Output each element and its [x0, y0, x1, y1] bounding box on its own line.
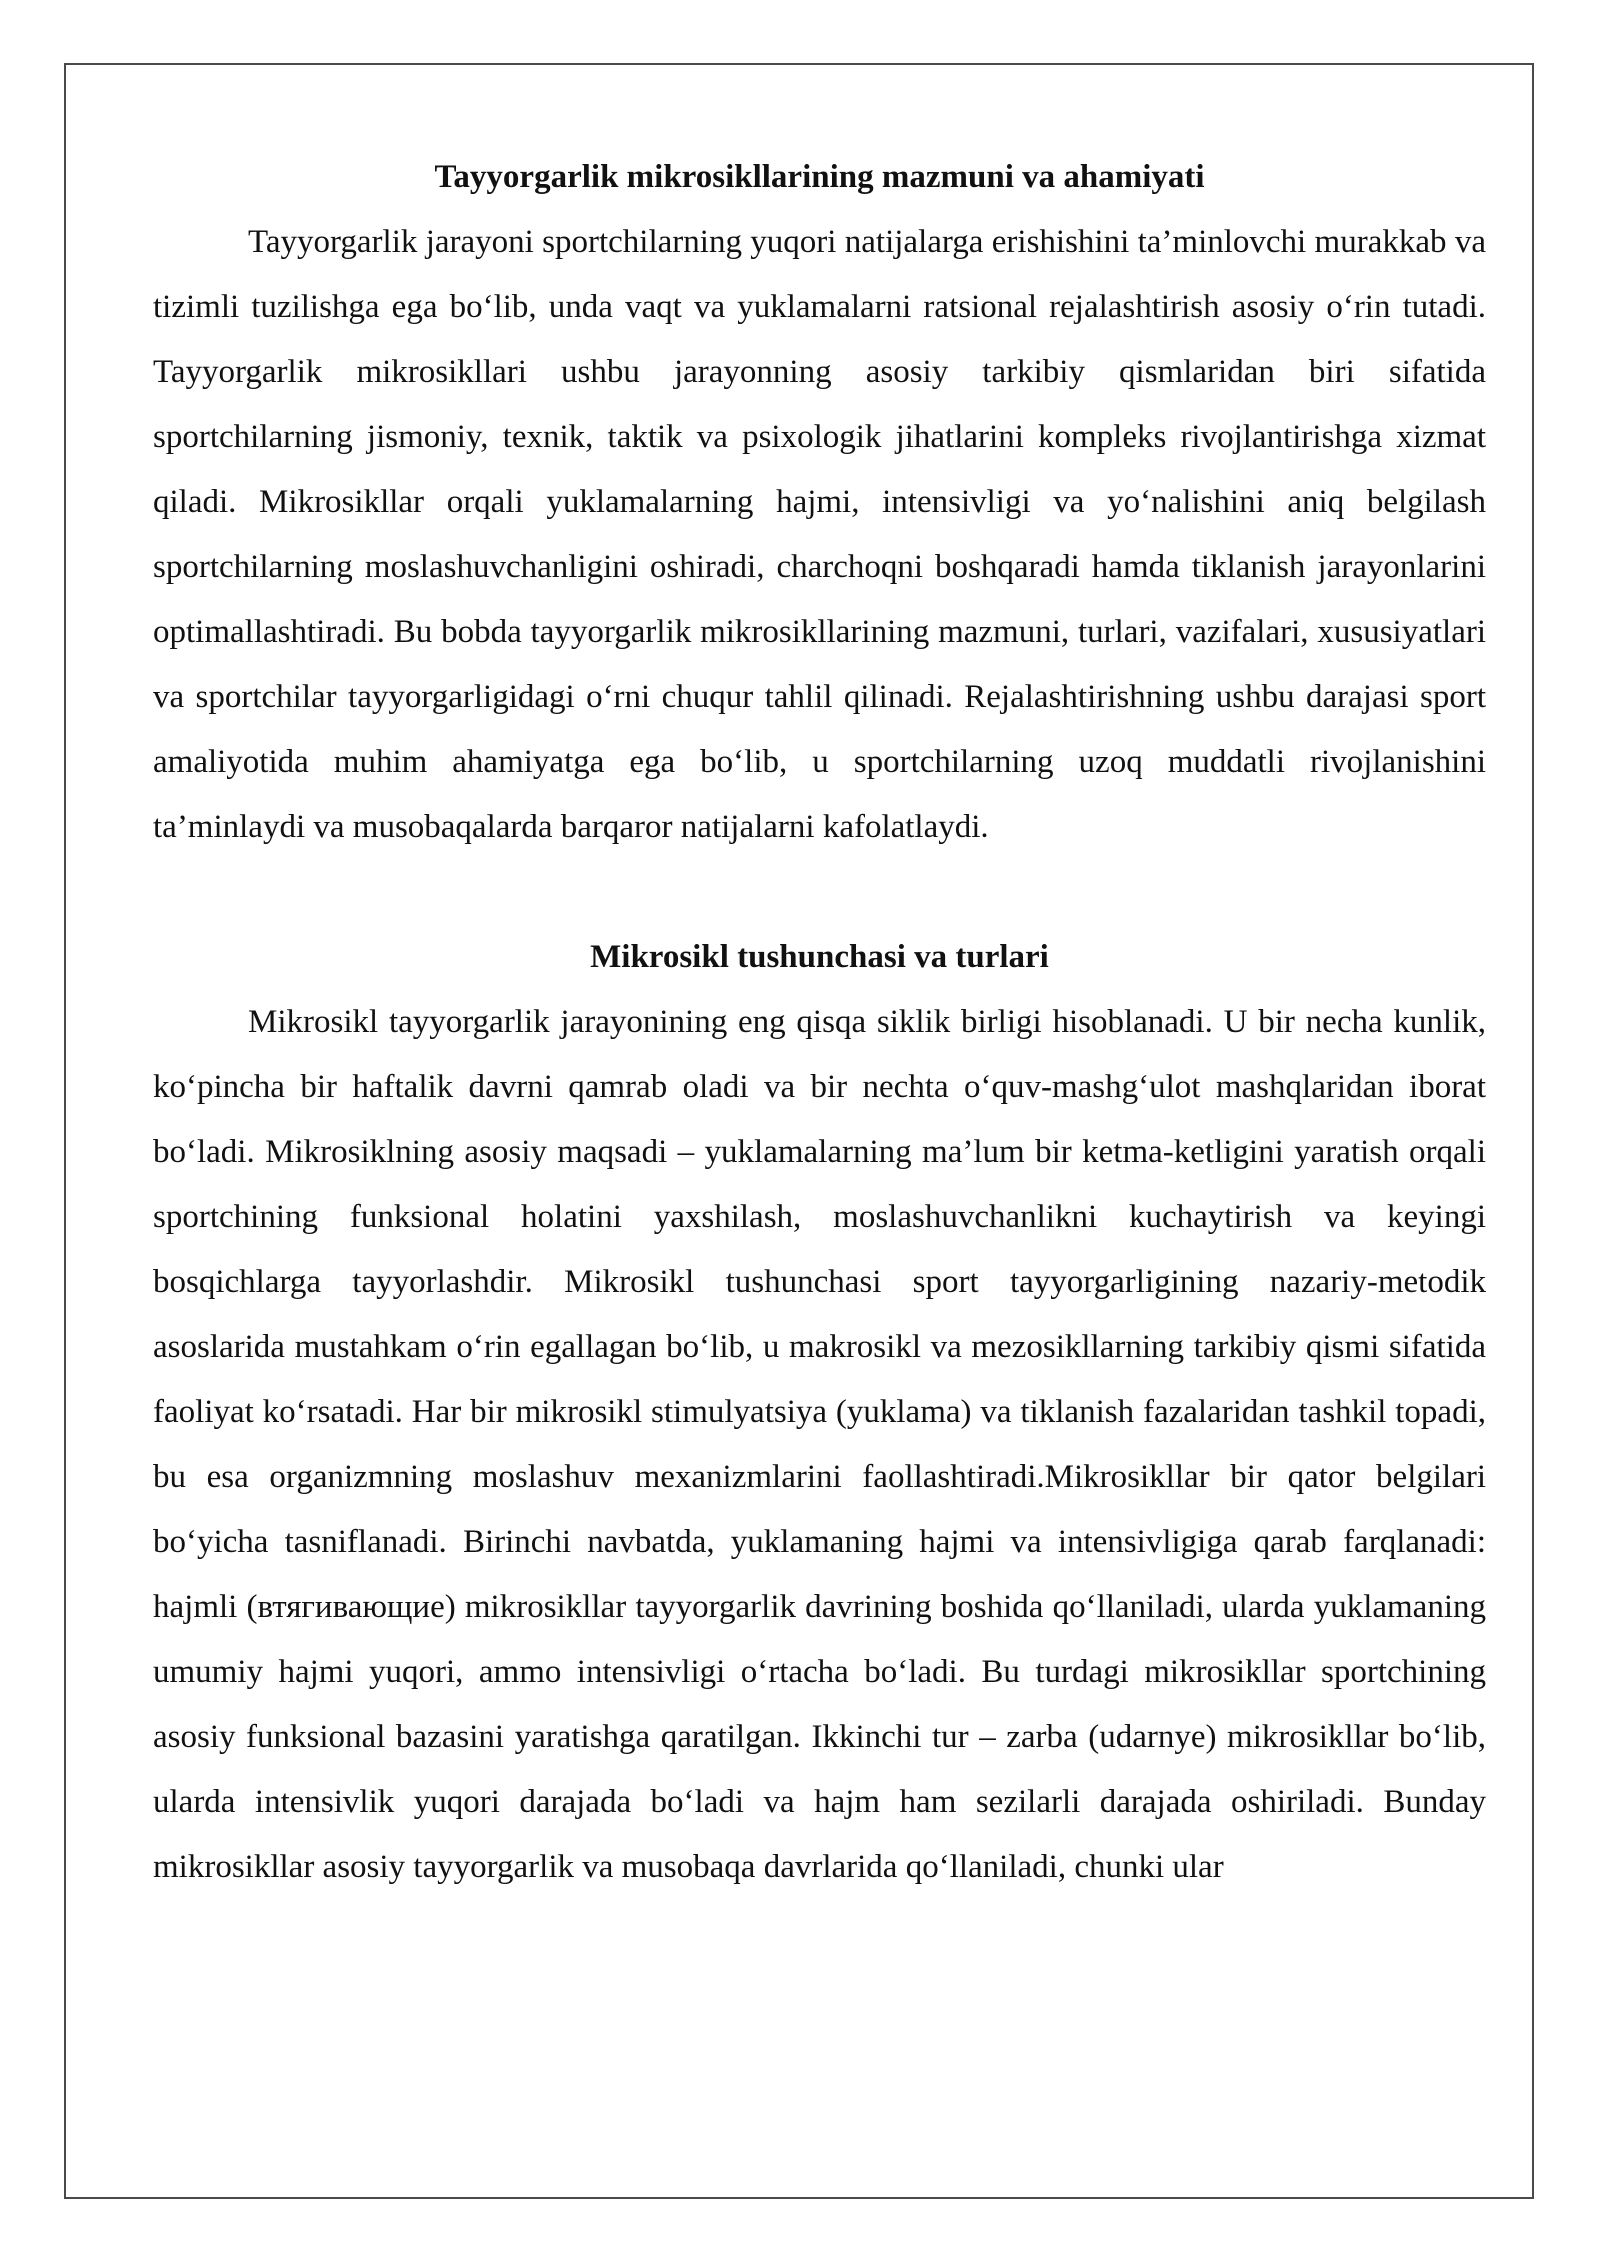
- section-paragraph-microcycle-concept: Mikrosikl tayyorgarlik jarayonining eng qisqa siklik birligi hisoblanadi. U bir necha kunlik, ko‘pincha bir haftalik davrni qamrab oladi va bir nechta o‘quv-mashg‘ulot mashqlaridan iborat bo‘ladi. Mikrosiklning asosiy maqsadi – yuklamalarning ma’lum bir ketma-ketligini yaratish orqali sportchining funksional holatini yaxshilash, moslashuvchanlikni kuchaytirish va keyingi bosqichlarga tayyorlashdir. Mikrosikl tushunchasi sport tayyorgarligining nazariy-metodik asoslarida mustahkam o‘rin egallagan bo‘lib, u makrosikl va mezosikllarning tarkibiy qismi sifatida faoliyat ko‘rsatadi. Har bir mikrosikl stimulyatsiya (yuklama) va tiklanish fazalaridan tashkil topadi, bu esa organizmning moslashuv mexanizmlarini faollashtiradi.Mikrosikllar bir qator belgilari bo‘yicha tasniflanadi. Birinchi navbatda, yuklamaning hajmi va intensivligiga qarab farqlanadi: hajmli (втягивающие) mikrosikllar tayyorgarlik davrining boshida qo‘llaniladi, ularda yuklamaning umumiy hajmi yuqori, ammo intensivligi o‘rtacha bo‘ladi. Bu turdagi mikrosikllar sportchining asosiy funksional bazasini yaratishga qaratilgan. Ikkinchi tur – zarba (udarnye) mikrosikllar bo‘lib, ularda intensivlik yuqori darajada bo‘ladi va hajm ham sezilarli darajada oshiriladi. Bunday mikrosikllar asosiy tayyorgarlik va musobaqa davrlarida qo‘llaniladi, chunki ular: [153, 1004, 1486, 1885]
- document-body: [153, 145, 1486, 1900]
- section-heading-content-and-importance: Tayyorgarlik mikrosikllarining mazmuni va ahamiyati: [434, 159, 1205, 195]
- section-spacer: [153, 860, 1486, 925]
- section-paragraph-content-and-importance: Tayyorgarlik jarayoni sportchilarning yuqori natijalarga erishishini ta’minlovchi murakkab va tizimli tuzilishga ega bo‘lib, unda vaqt va yuklamalarni ratsional rejalashtirish asosiy o‘rin tutadi. Tayyorgarlik mikrosikllari ushbu jarayonning asosiy tarkibiy qismlaridan biri sifatida sportchilarning jismoniy, texnik, taktik va psixologik jihatlarini kompleks rivojlantirishga xizmat qiladi. Mikrosikllar orqali yuklamalarning hajmi, intensivligi va yo‘nalishini aniq belgilash sportchilarning moslashuvchanligini oshiradi, charchoqni boshqaradi hamda tiklanish jarayonlarini optimallashtiradi. Bu bobda tayyorgarlik mikrosikllarining mazmuni, turlari, vazifalari, xususiyatlari va sportchilar tayyorgarligidagi o‘rni chuqur tahlil qilinadi. Rejalashtirishning ushbu darajasi sport amaliyotida muhim ahamiyatga ega bo‘lib, u sportchilarning uzoq muddatli rivojlanishini ta’minlaydi va musobaqalarda barqaror natijalarni kafolatlaydi.: [153, 224, 1486, 845]
- section-heading-microcycle-concept: Mikrosikl tushunchasi va turlari: [590, 939, 1049, 975]
